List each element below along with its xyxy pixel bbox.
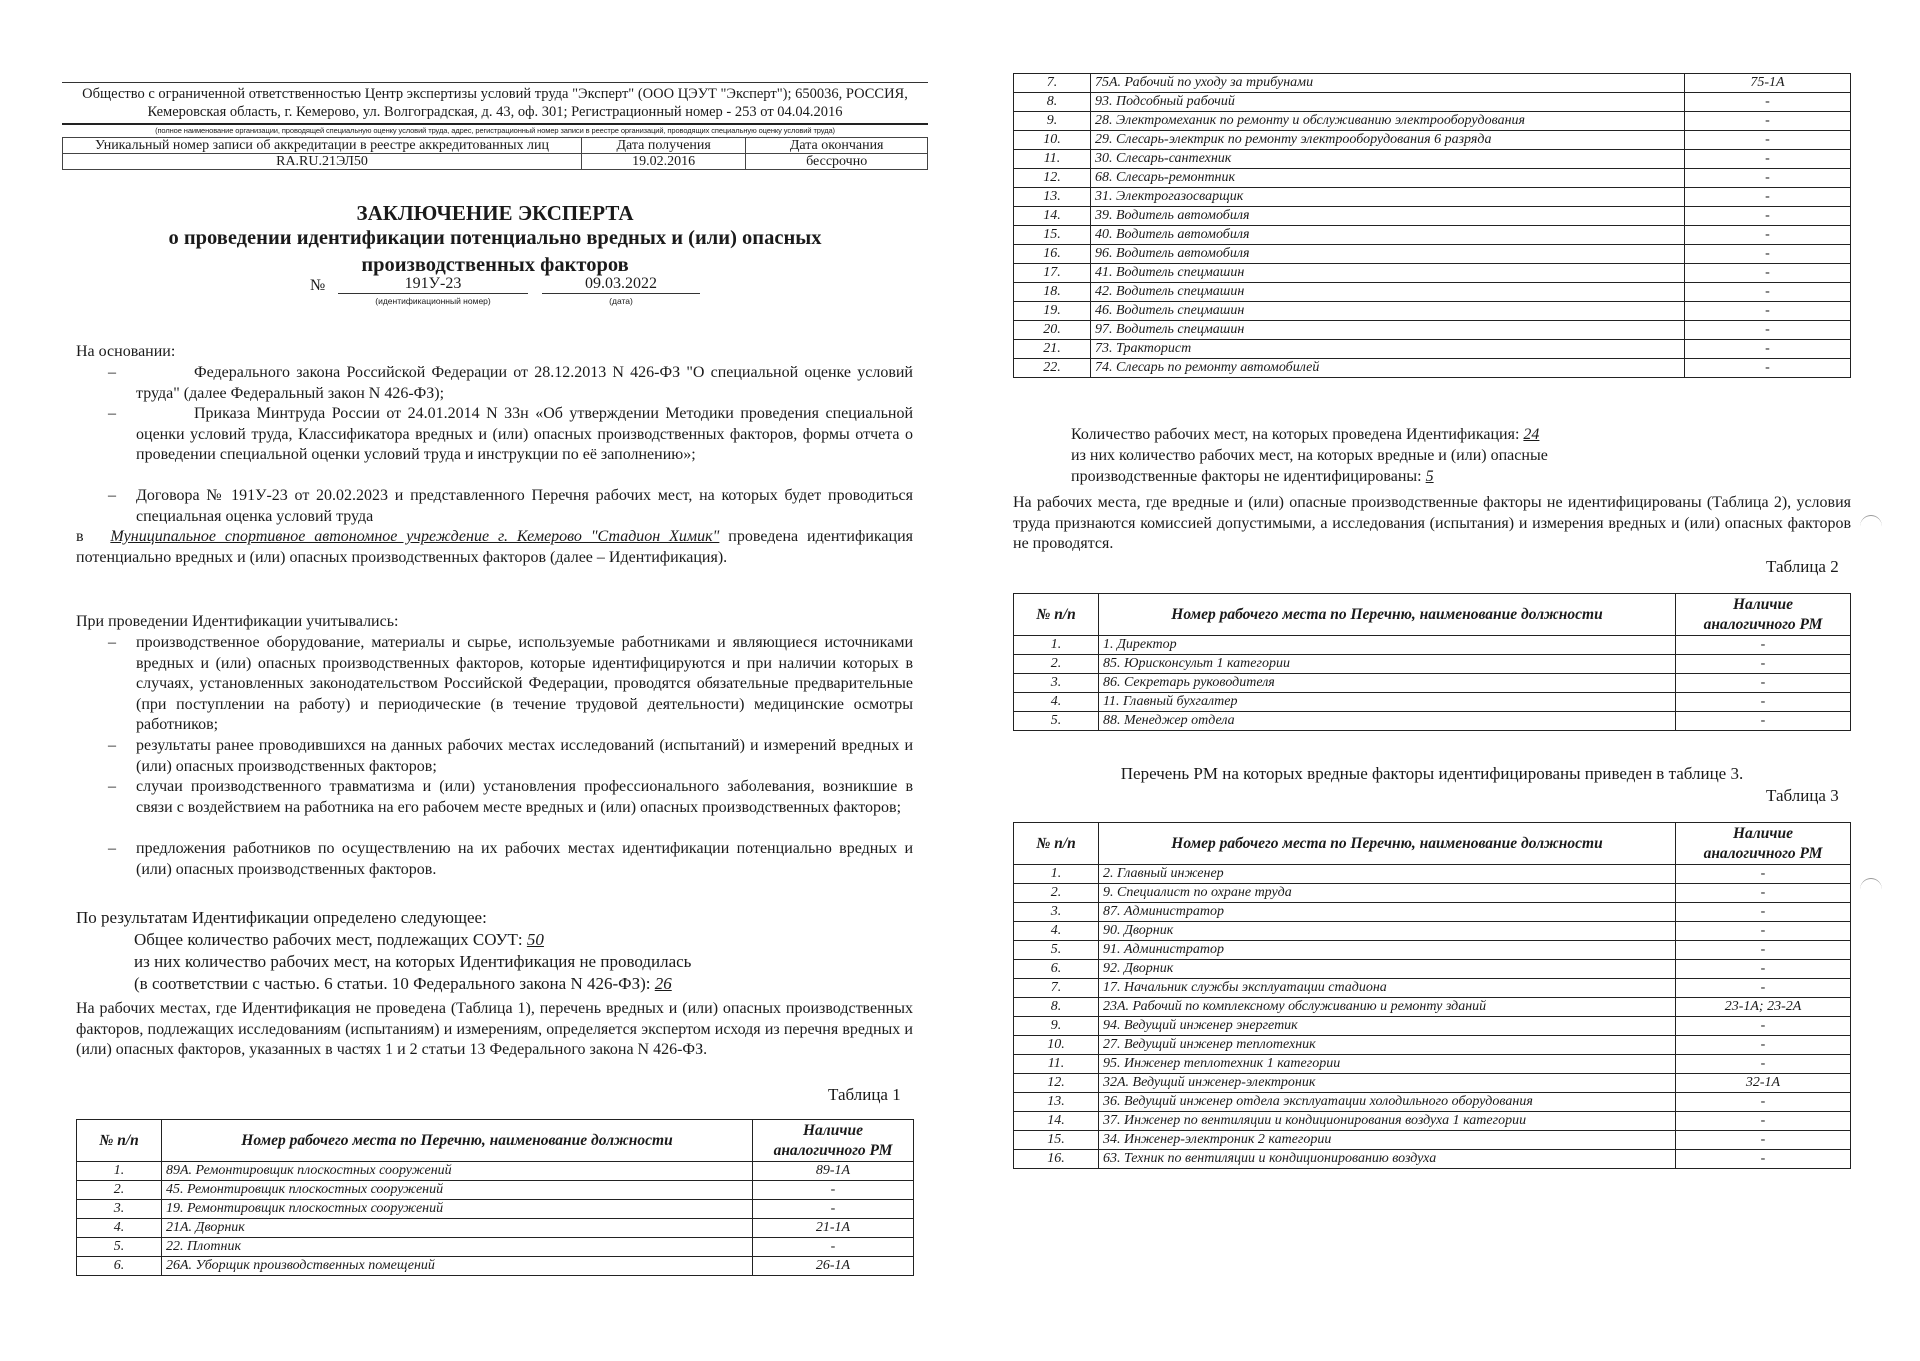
table-row [1014,302,1851,321]
workplace-name: 86. Секретарь руководителя [1099,674,1676,693]
table-row [77,1238,914,1257]
not-done-label: из них количество рабочих мест, на которых Идентификация не проводилась [134,952,692,971]
row-number: 2. [1014,884,1099,903]
not-done-value: 26 [654,974,672,993]
workplace-name: 17. Начальник службы эксплуатации стадиона [1099,979,1676,998]
workplace-name: 97. Водитель спецмашин [1091,321,1685,340]
table-row [1014,74,1851,93]
analog-workplace: - [1676,655,1851,674]
organization-name [62,82,928,121]
workplace-name: 93. Подсобный рабочий [1091,93,1685,112]
col-header-analog [1676,823,1851,865]
table-row [1014,283,1851,302]
workplace-name: 91. Администратор [1099,941,1676,960]
total-workplaces-value: 50 [526,930,544,949]
analog-workplace: - [1676,1093,1851,1112]
workplace-name: 73. Тракторист [1091,340,1685,359]
col-header-num: № п/п [77,1120,162,1162]
basis-item-law: Федерального закона Российской Федерации от 28.12.2013 N 426-ФЗ "О специальной оценке условий труда" (далее Федеральный закон N 426-ФЗ); [136,364,913,402]
table-row [1014,1150,1851,1169]
analog-workplace: - [1685,188,1851,207]
workplace-name: 75А. Рабочий по уходу за трибунами [1091,74,1685,93]
analog-workplace: - [1685,226,1851,245]
row-number: 5. [1014,941,1099,960]
row-number: 14. [1014,1112,1099,1131]
row-number: 13. [1014,1093,1099,1112]
row-number: 3. [77,1200,162,1219]
workplace-name: 74. Слесарь по ремонту автомобилей [1091,359,1685,378]
workplace-name: 30. Слесарь-сантехник [1091,150,1685,169]
workplace-name: 88. Менеджер отдела [1099,712,1676,731]
identification-done-label: Количество рабочих мест, на которых проведена Идентификация: [1071,426,1520,443]
table-row [1014,636,1851,655]
organization-header [62,82,928,170]
analog-header-line1: Наличие [1732,595,1794,613]
analog-workplace: - [753,1200,914,1219]
row-number: 4. [77,1219,162,1238]
table-row [1014,188,1851,207]
workplace-name: 22. Плотник [162,1238,753,1257]
workplace-name: 1. Директор [1099,636,1676,655]
analog-workplace: - [1685,321,1851,340]
table-row [1014,884,1851,903]
table-row [1014,712,1851,731]
basis-item-contract: Договора № 191У-23 от 20.02.2023 и представленного Перечня рабочих мест, на которых будет проводиться специальная оценка условий труда [136,487,913,525]
analog-workplace: - [1676,1112,1851,1131]
analog-header-line1: Наличие [1732,824,1794,842]
org-line-2: Кемеровская область, г. Кемерово, ул. Волгоградская, д. 43, оф. 301; Регистрационный номер - 253 от 04.04.2016 [147,104,843,120]
workplace-name: 36. Ведущий инженер отдела эксплуатации холодильного оборудования [1099,1093,1676,1112]
row-number: 3. [1014,674,1099,693]
table3-intro: Перечень РМ на которых вредные факторы идентифицированы приведен в таблице 3. [1120,764,1744,783]
accreditation-number: RA.RU.21ЭЛ50 [63,154,582,170]
table-row [1014,1093,1851,1112]
workplace-name: 39. Водитель автомобиля [1091,207,1685,226]
not-done-line [134,974,676,995]
table-row [1014,674,1851,693]
analog-workplace: 26-1А [753,1257,914,1276]
workplace-name: 11. Главный бухгалтер [1099,693,1676,712]
workplace-name: 28. Электромеханик по ремонту и обслуживанию электрооборудования [1091,112,1685,131]
right-page [960,0,1920,1361]
row-number: 7. [1014,74,1091,93]
org-caption: (полное наименование организации, проводящей специальную оценку условий труда, адрес, регистрационный номер записи в реестре организаций, проводящих специальную оценку условий труда) [155,126,835,135]
workplace-name: 21А. Дворник [162,1219,753,1238]
workplace-name: 31. Электрогазосварщик [1091,188,1685,207]
workplace-name: 89А. Ремонтировщик плоскостных сооружений [162,1162,753,1181]
considered-item-injuries: случаи производственного травматизма и (или) установления профессионального заболевания, возникшие в связи с воздействием на работника на его рабочем месте вредных и (или) опасных производственных факторов; [136,778,913,816]
row-number: 8. [1014,93,1091,112]
workplace-name: 26А. Уборщик производственных помещений [162,1257,753,1276]
workplace-name: 9. Специалист по охране труда [1099,884,1676,903]
analog-workplace: - [1685,207,1851,226]
analog-workplace: - [1676,1055,1851,1074]
analog-workplace: - [1676,903,1851,922]
analog-workplace: 75-1А [1685,74,1851,93]
accreditation-table [62,137,928,170]
analog-workplace: - [1685,112,1851,131]
client-organization-name: Муниципальное спортивное автономное учреждение г. Кемерово "Стадион Химик" [110,528,720,545]
row-number: 2. [77,1181,162,1200]
table-row [1014,93,1851,112]
workplace-name: 32А. Ведущий инженер-электроник [1099,1074,1676,1093]
table-row [77,1219,914,1238]
document-title: ЗАКЛЮЧЕНИЕ ЭКСПЕРТА [356,201,634,225]
subtitle-line-2: производственных факторов [361,254,629,276]
analog-workplace: - [1676,1131,1851,1150]
workplace-name: 23А. Рабочий по комплексному обслуживанию и ремонту зданий [1099,998,1676,1017]
workplace-name: 92. Дворник [1099,960,1676,979]
row-number: 12. [1014,169,1091,188]
col-header-name: Номер рабочего места по Перечню, наименование должности [162,1120,753,1162]
analog-workplace: 89-1А [753,1162,914,1181]
row-number: 6. [77,1257,162,1276]
accreditation-expires-header: Дата окончания [746,138,928,154]
analog-workplace: - [1676,979,1851,998]
analog-workplace: - [1685,93,1851,112]
analog-workplace: - [1676,884,1851,903]
table1-label: Таблица 1 [828,1085,901,1104]
analog-workplace: 23-1А; 23-2А [1676,998,1851,1017]
col-header-analog [753,1120,914,1162]
row-number: 1. [1014,636,1099,655]
considered-item-equipment: производственное оборудование, материалы и сырье, используемые работниками и являющиеся источниками вредных и (или) опасных производственных факторов, которые идентифицируются и при наличии которых в случаях, установленных законодательством Российской Федерации, проводятся обязательные предварительные (при поступлении на работу) и периодические (в течение трудовой деятельности) медицинские осмотры работников; [136,634,913,733]
analog-workplace: - [1685,340,1851,359]
table2-label: Таблица 2 [1766,557,1839,576]
col-header-num: № п/п [1014,823,1099,865]
list-dash: – [108,487,116,504]
list-dash: – [108,778,116,795]
list-dash: – [108,840,116,857]
row-number: 10. [1014,1036,1099,1055]
row-number: 11. [1014,150,1091,169]
list-dash: – [108,737,116,754]
table-row [1014,1074,1851,1093]
table1-part1 [76,1119,914,1276]
list-dash: – [108,405,116,422]
analog-workplace: 32-1А [1676,1074,1851,1093]
analog-workplace: - [1676,865,1851,884]
analog-workplace: - [1685,169,1851,188]
row-number: 21. [1014,340,1091,359]
row-number: 19. [1014,302,1091,321]
col-header-num: № п/п [1014,594,1099,636]
table-row [1014,264,1851,283]
row-number: 10. [1014,131,1091,150]
workplace-name: 41. Водитель спецмашин [1091,264,1685,283]
analog-workplace: - [1676,1150,1851,1169]
row-number: 9. [1014,112,1091,131]
row-number: 2. [1014,655,1099,674]
table-row [1014,245,1851,264]
identification-done-line [1071,425,1543,446]
row-number: 18. [1014,283,1091,302]
row-number: 9. [1014,1017,1099,1036]
table2 [1013,593,1851,731]
row-number: 20. [1014,321,1091,340]
analog-header-line2: аналогичного РМ [773,1141,893,1159]
table2-explanation: На рабочих места, где вредные и (или) опасные производственные факторы не идентифицированы (Таблица 2), условия труда признаются комиссией допустимыми, а исследования (испытания) и измерения вредных и (или) опасных факторов не проводятся. [1013,494,1851,552]
row-number: 11. [1014,1055,1099,1074]
analog-workplace: - [753,1181,914,1200]
analog-workplace: - [1676,1017,1851,1036]
table3-label: Таблица 3 [1766,786,1839,805]
analog-workplace: - [1685,131,1851,150]
analog-workplace: - [1685,245,1851,264]
identification-number-caption: (идентификационный номер) [375,296,491,306]
document-date: 09.03.2022 [542,275,700,294]
scan-punch-mark [1860,878,1882,901]
row-number: 12. [1014,1074,1099,1093]
considered-item-proposals: предложения работников по осуществлению на их рабочих местах идентификации потенциально вредных и (или) опасных производственных факторов. [136,840,913,878]
row-number: 4. [1014,693,1099,712]
results-heading: По результатам Идентификации определено следующее: [76,908,487,927]
not-identified-label-2: производственные факторы не идентифицированы: [1071,468,1422,485]
table-row [1014,169,1851,188]
row-number: 17. [1014,264,1091,283]
org-line-1: Общество с ограниченной ответственностью Центр экспертизы условий труда "Эксперт" (ООО ЦЭУТ "Эксперт"); 650036, РОССИЯ, [82,86,908,102]
table-row [77,1181,914,1200]
analog-workplace: - [1685,283,1851,302]
table-row [1014,340,1851,359]
list-dash: – [108,634,116,651]
table-row [1014,226,1851,245]
workplace-name: 37. Инженер по вентиляции и кондиционирования воздуха 1 категории [1099,1112,1676,1131]
workplace-name: 95. Инженер теплотехник 1 категории [1099,1055,1676,1074]
workplace-name: 42. Водитель спецмашин [1091,283,1685,302]
basis-item-order: Приказа Минтруда России от 24.01.2014 N 33н «Об утверждении Методики проведения специальной оценки условий труда, Классификатора вредных и (или) опасных производственных факторов, формы отчета о проведении специальной оценки условий труда и инструкции по её заполнению»; [136,405,913,463]
row-number: 3. [1014,903,1099,922]
analog-workplace: 21-1А [753,1219,914,1238]
row-number: 5. [1014,712,1099,731]
workplace-name: 19. Ремонтировщик плоскостных сооружений [162,1200,753,1219]
row-number: 7. [1014,979,1099,998]
table-row [1014,941,1851,960]
table-row [1014,903,1851,922]
analog-header-line1: Наличие [802,1121,864,1139]
row-number: 15. [1014,1131,1099,1150]
table3 [1013,822,1851,1169]
analog-workplace: - [1676,693,1851,712]
considered-heading: При проведении Идентификации учитывались: [76,613,399,630]
table-row [1014,1112,1851,1131]
accreditation-expiry: бессрочно [746,154,928,170]
analog-workplace: - [1676,960,1851,979]
row-number: 15. [1014,226,1091,245]
accreditation-received-header: Дата получения [582,138,746,154]
not-identified-line [1071,467,1438,488]
workplace-name: 45. Ремонтировщик плоскостных сооружений [162,1181,753,1200]
table-row [77,1257,914,1276]
workplace-name: 40. Водитель автомобиля [1091,226,1685,245]
table-row [1014,131,1851,150]
table-row [77,1162,914,1181]
table-row [1014,321,1851,340]
accreditation-received-date: 19.02.2016 [582,154,746,170]
table-row [1014,922,1851,941]
row-number: 16. [1014,1150,1099,1169]
analog-workplace: - [753,1238,914,1257]
table-row [1014,112,1851,131]
table-row [1014,998,1851,1017]
table-row [1014,655,1851,674]
table-row [1014,960,1851,979]
table-row [1014,150,1851,169]
row-number: 5. [77,1238,162,1257]
total-workplaces-line [134,930,548,951]
col-header-name: Номер рабочего места по Перечню, наименование должности [1099,594,1676,636]
row-number: 16. [1014,245,1091,264]
analog-workplace: - [1685,264,1851,283]
table-row [1014,1036,1851,1055]
workplace-name: 27. Ведущий инженер теплотехник [1099,1036,1676,1055]
workplace-name: 96. Водитель автомобиля [1091,245,1685,264]
workplace-name: 46. Водитель спецмашин [1091,302,1685,321]
analog-workplace: - [1685,359,1851,378]
table1-part2 [1013,73,1851,378]
analog-header-line2: аналогичного РМ [1703,844,1823,862]
scan-punch-mark [1860,515,1882,538]
analog-workplace: - [1685,302,1851,321]
number-sign: № [310,277,326,294]
list-dash: – [108,364,116,381]
analog-workplace: - [1676,922,1851,941]
analog-workplace: - [1676,941,1851,960]
org-suffix: проведена идентификация потенциально вредных и (или) опасных производственных факторов (далее – Идентификация). [76,528,914,566]
workplace-name: 2. Главный инженер [1099,865,1676,884]
workplace-name: 29. Слесарь-электрик по ремонту электрооборудования 6 разряда [1091,131,1685,150]
row-number: 6. [1014,960,1099,979]
workplace-name: 85. Юрисконсульт 1 категории [1099,655,1676,674]
considered-item-previous-results: результаты ранее проводившихся на данных рабочих местах исследований (испытаний) и измерений вредных и (или) опасных производственных факторов; [136,737,913,775]
col-header-name: Номер рабочего места по Перечню, наименование должности [1099,823,1676,865]
workplace-name: 63. Техник по вентиляции и кондиционированию воздуха [1099,1150,1676,1169]
table-row [1014,1017,1851,1036]
analog-header-line2: аналогичного РМ [1703,615,1823,633]
row-number: 1. [77,1162,162,1181]
analog-workplace: - [1676,636,1851,655]
row-number: 22. [1014,359,1091,378]
table1-explanation: На рабочих местах, где Идентификация не проведена (Таблица 1), перечень вредных и (или) опасных производственных факторов, подлежащих исследованиям (испытаниям) и измерениям, определяется экспертом исходя из перечня вредных и (или) опасных факторов, указанных в частях 1 и 2 статьи 13 Федерального закона N 426-ФЗ. [76,1000,913,1058]
workplace-name: 87. Администратор [1099,903,1676,922]
table-row [1014,865,1851,884]
analog-workplace: - [1676,712,1851,731]
row-number: 1. [1014,865,1099,884]
table-row [1014,207,1851,226]
table-row [1014,359,1851,378]
total-workplaces-label: Общее количество рабочих мест, подлежащих СОУТ: [134,930,523,949]
analog-workplace: - [1685,150,1851,169]
identification-done-value: 24 [1523,426,1540,443]
org-prefix: в [76,528,84,545]
row-number: 14. [1014,207,1091,226]
accreditation-number-header: Уникальный номер записи об аккредитации в реестре аккредитованных лиц [63,138,582,154]
basis-organization-paragraph [76,527,913,568]
row-number: 13. [1014,188,1091,207]
table-row [1014,693,1851,712]
workplace-name: 94. Ведущий инженер энергетик [1099,1017,1676,1036]
workplace-name: 68. Слесарь-ремонтник [1091,169,1685,188]
workplace-name: 90. Дворник [1099,922,1676,941]
col-header-analog [1676,594,1851,636]
analog-workplace: - [1676,1036,1851,1055]
workplace-name: 34. Инженер-электроник 2 категории [1099,1131,1676,1150]
document-subtitle [62,225,928,279]
not-done-label-2: (в соответствии с частью. 6 статьи. 10 Федерального закона N 426-ФЗ): [134,974,651,993]
table-row [1014,1055,1851,1074]
document-date-caption: (дата) [609,296,633,306]
table-row [1014,1131,1851,1150]
table-row [77,1200,914,1219]
identification-number: 191У-23 [338,275,528,294]
subtitle-line-1: о проведении идентификации потенциально вредных и (или) опасных [168,227,822,249]
table-row [1014,979,1851,998]
row-number: 8. [1014,998,1099,1017]
not-identified-value: 5 [1425,468,1434,485]
not-identified-label: из них количество рабочих мест, на которых вредные и (или) опасные [1071,447,1548,464]
analog-workplace: - [1676,674,1851,693]
basis-heading: На основании: [76,343,176,360]
row-number: 4. [1014,922,1099,941]
